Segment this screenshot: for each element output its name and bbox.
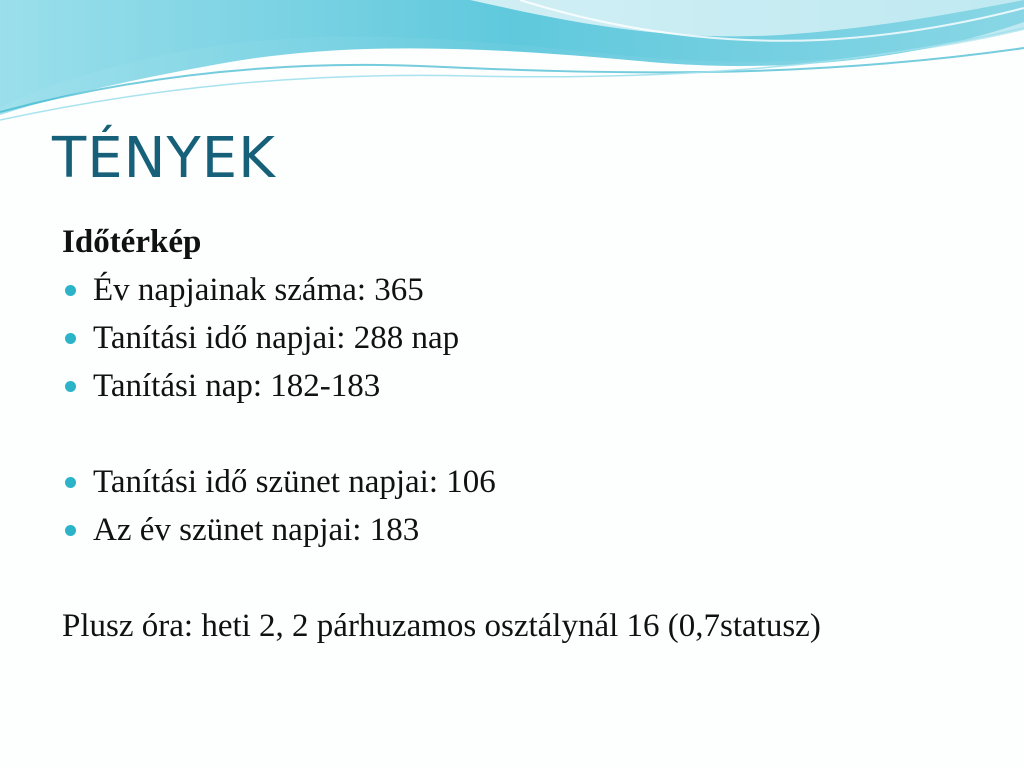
bullet-list-2 [62, 458, 982, 554]
bullet-icon [65, 333, 76, 344]
list-item [62, 314, 982, 362]
decorative-wave-header [0, 0, 1024, 130]
list-item [62, 362, 982, 410]
list-item [62, 506, 982, 554]
bullet-icon [65, 477, 76, 488]
list-item [62, 458, 982, 506]
bullet-text: Tanítási idő napjai: 288 nap [93, 320, 460, 356]
bullet-icon [65, 525, 76, 536]
slide-body [62, 218, 982, 650]
bullet-text: Az év szünet napjai: 183 [93, 512, 420, 548]
section-heading: Időtérkép [62, 224, 202, 260]
slide-title: TÉNYEK [52, 126, 276, 191]
bullet-text: Tanítási idő szünet napjai: 106 [93, 464, 496, 500]
bullet-icon [65, 285, 76, 296]
spacer [62, 410, 982, 458]
bullet-icon [65, 381, 76, 392]
bullet-text: Év napjainak száma: 365 [93, 272, 424, 308]
list-item [62, 266, 982, 314]
bullet-text: Tanítási nap: 182-183 [93, 368, 381, 404]
footer-paragraph: Plusz óra: heti 2, 2 párhuzamos osztálynál 16 (0,7statusz) [62, 608, 821, 644]
bullet-list-1 [62, 266, 982, 410]
